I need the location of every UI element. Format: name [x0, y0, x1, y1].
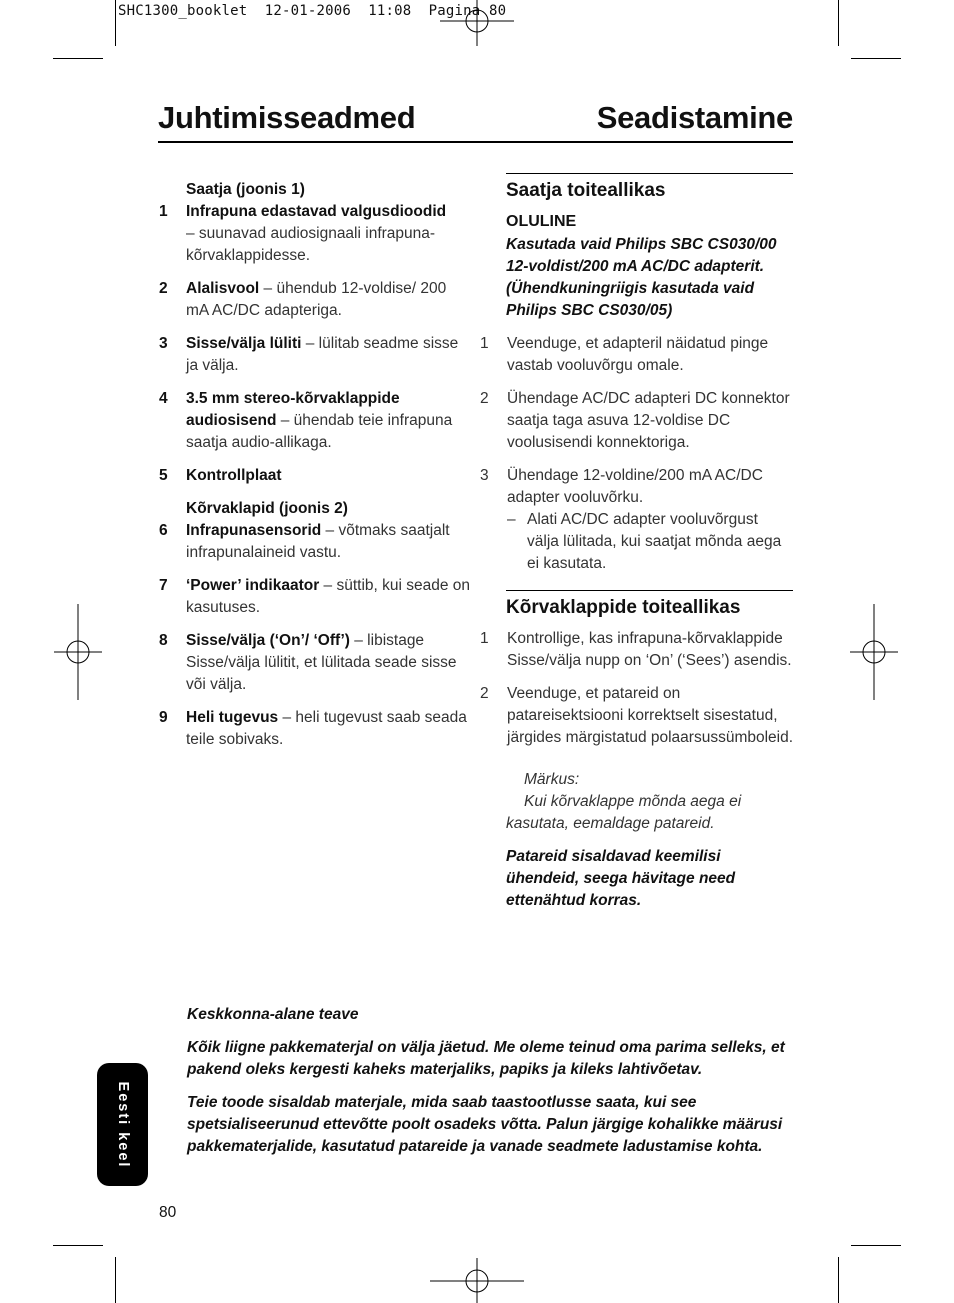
dash-note: – Alati AC/DC adapter vooluvõrgust välja lülitada, kui saatjat mõnda aega ei kasutata. — [507, 511, 782, 572]
list-item: 7 ‘Power’ indikaator – süttib, kui seade on kasutuses. — [159, 577, 471, 616]
list-item: 1 Kontrollige, kas infrapuna-kõrvaklappide Sisse/välja nupp on ‘On’ (‘Sees’) asendis. — [480, 630, 792, 669]
list-item: 2 Ühendage AC/DC adapteri DC konnektor saatja taga asuva 12-voldise DC voolusisendi konnektoriga. — [480, 390, 790, 451]
list-item: 9 Heli tugevus – heli tugevust saab seada teile sobivaks. — [159, 709, 467, 748]
list-item: 4 3.5 mm stereo-kõrvaklappide audiosisend – ühendab teie infrapuna saatja audio-allikaga. — [159, 390, 453, 451]
list-item: 5 Kontrollplaat — [159, 467, 282, 484]
important-text: Kasutada vaid Philips SBC CS030/00 12-voldist/200 mA AC/DC adapterit. (Ühendkuningriigis kasutada vaid Philips SBC CS030/05) — [506, 236, 777, 319]
registration-mark-bottom — [430, 1258, 524, 1303]
environment-paragraph: Teie toode sisaldab materjale, mida saab taastootlusse saata, kui see spetsialiseerunud ettevõtte poolt osadeks võtta. Palun järgige kohalikke määrusi pakkematerjalide, kasutatud patareide ja vanade seadmete ladustamise kohta. — [187, 1094, 783, 1155]
environment-heading: Keskkonna-alane teave — [187, 1006, 359, 1023]
language-tab — [97, 1063, 148, 1186]
list-item: 1 Veenduge, et adapteril näidatud pinge vastab vooluvõrgu omale. — [480, 335, 769, 374]
environment-info — [187, 1004, 787, 1169]
list-item: 8 Sisse/välja (‘On’/ ‘Off’) – libistage Sisse/välja lülitit, et lülitada seade sisse või välja. — [159, 632, 457, 693]
language-tab-label: Eesti keel — [114, 1081, 131, 1168]
title-rule — [158, 141, 793, 143]
note-line: kasutata, eemaldage patareid. — [506, 815, 715, 832]
note-block — [480, 769, 794, 912]
printer-slug: SHC1300_booklet 12-01-2006 11:08 Pagina 80 — [118, 3, 507, 19]
section-rule — [506, 173, 793, 174]
section-title-headphone-power: Kõrvaklappide toiteallikas — [506, 597, 741, 618]
section-title-transmitter-power: Saatja toiteallikas — [506, 180, 666, 201]
list-item: 6 Infrapunasensorid – võtmaks saatjalt infrapunalaineid vastu. — [159, 522, 450, 561]
registration-mark-top — [440, 0, 514, 46]
important-label: OLULINE — [506, 213, 577, 230]
headphones-heading: Kõrvaklapid (joonis 2) — [186, 500, 348, 517]
environment-paragraph: Kõik liigne pakkematerjal on välja jäetud. Me oleme teinud oma parima selleks, et pakend oleks kergesti kaheks materjaliks, papiks ja kileks lahtivõetav. — [187, 1039, 785, 1078]
page-number: 80 — [159, 1204, 177, 1221]
controls-column — [159, 179, 471, 762]
note-line: Kui kõrvaklappe mõnda aega ei — [524, 793, 742, 810]
registration-mark-right — [850, 604, 898, 700]
battery-warning: Patareid sisaldavad keemilisi ühendeid, seega hävitage need ettenähtud korras. — [506, 848, 736, 909]
page-title-right: Seadistamine — [596, 100, 793, 135]
list-item: 3 Sisse/välja lüliti – lülitab seadme sisse ja välja. — [159, 335, 459, 374]
note-label: Märkus: — [524, 771, 580, 788]
list-item: 2 Veenduge, et patareid on patareisektsiooni korrektselt sisestatud, järgides märgistatud polaarsussümboleid. — [480, 685, 794, 746]
page-title-left: Juhtimisseadmed — [158, 100, 416, 135]
section-rule — [506, 590, 793, 591]
list-item: 2 Alalisvool – ühendub 12-voldise/ 200 mA AC/DC adapteriga. — [159, 280, 447, 319]
list-item: 3 Ühendage 12-voldine/200 mA AC/DC adapter vooluvõrku. – Alati AC/DC adapter vooluvõrgust välja lülitada, kui saatjat mõnda aega ei kasutata. — [480, 465, 794, 575]
setup-column — [480, 173, 794, 912]
registration-mark-left — [54, 604, 102, 700]
list-item: 1 Infrapuna edastavad valgusdioodid – suunavad audiosignaali infrapuna-kõrvaklappidesse. — [159, 203, 447, 264]
transmitter-heading: Saatja (joonis 1) — [186, 181, 305, 198]
